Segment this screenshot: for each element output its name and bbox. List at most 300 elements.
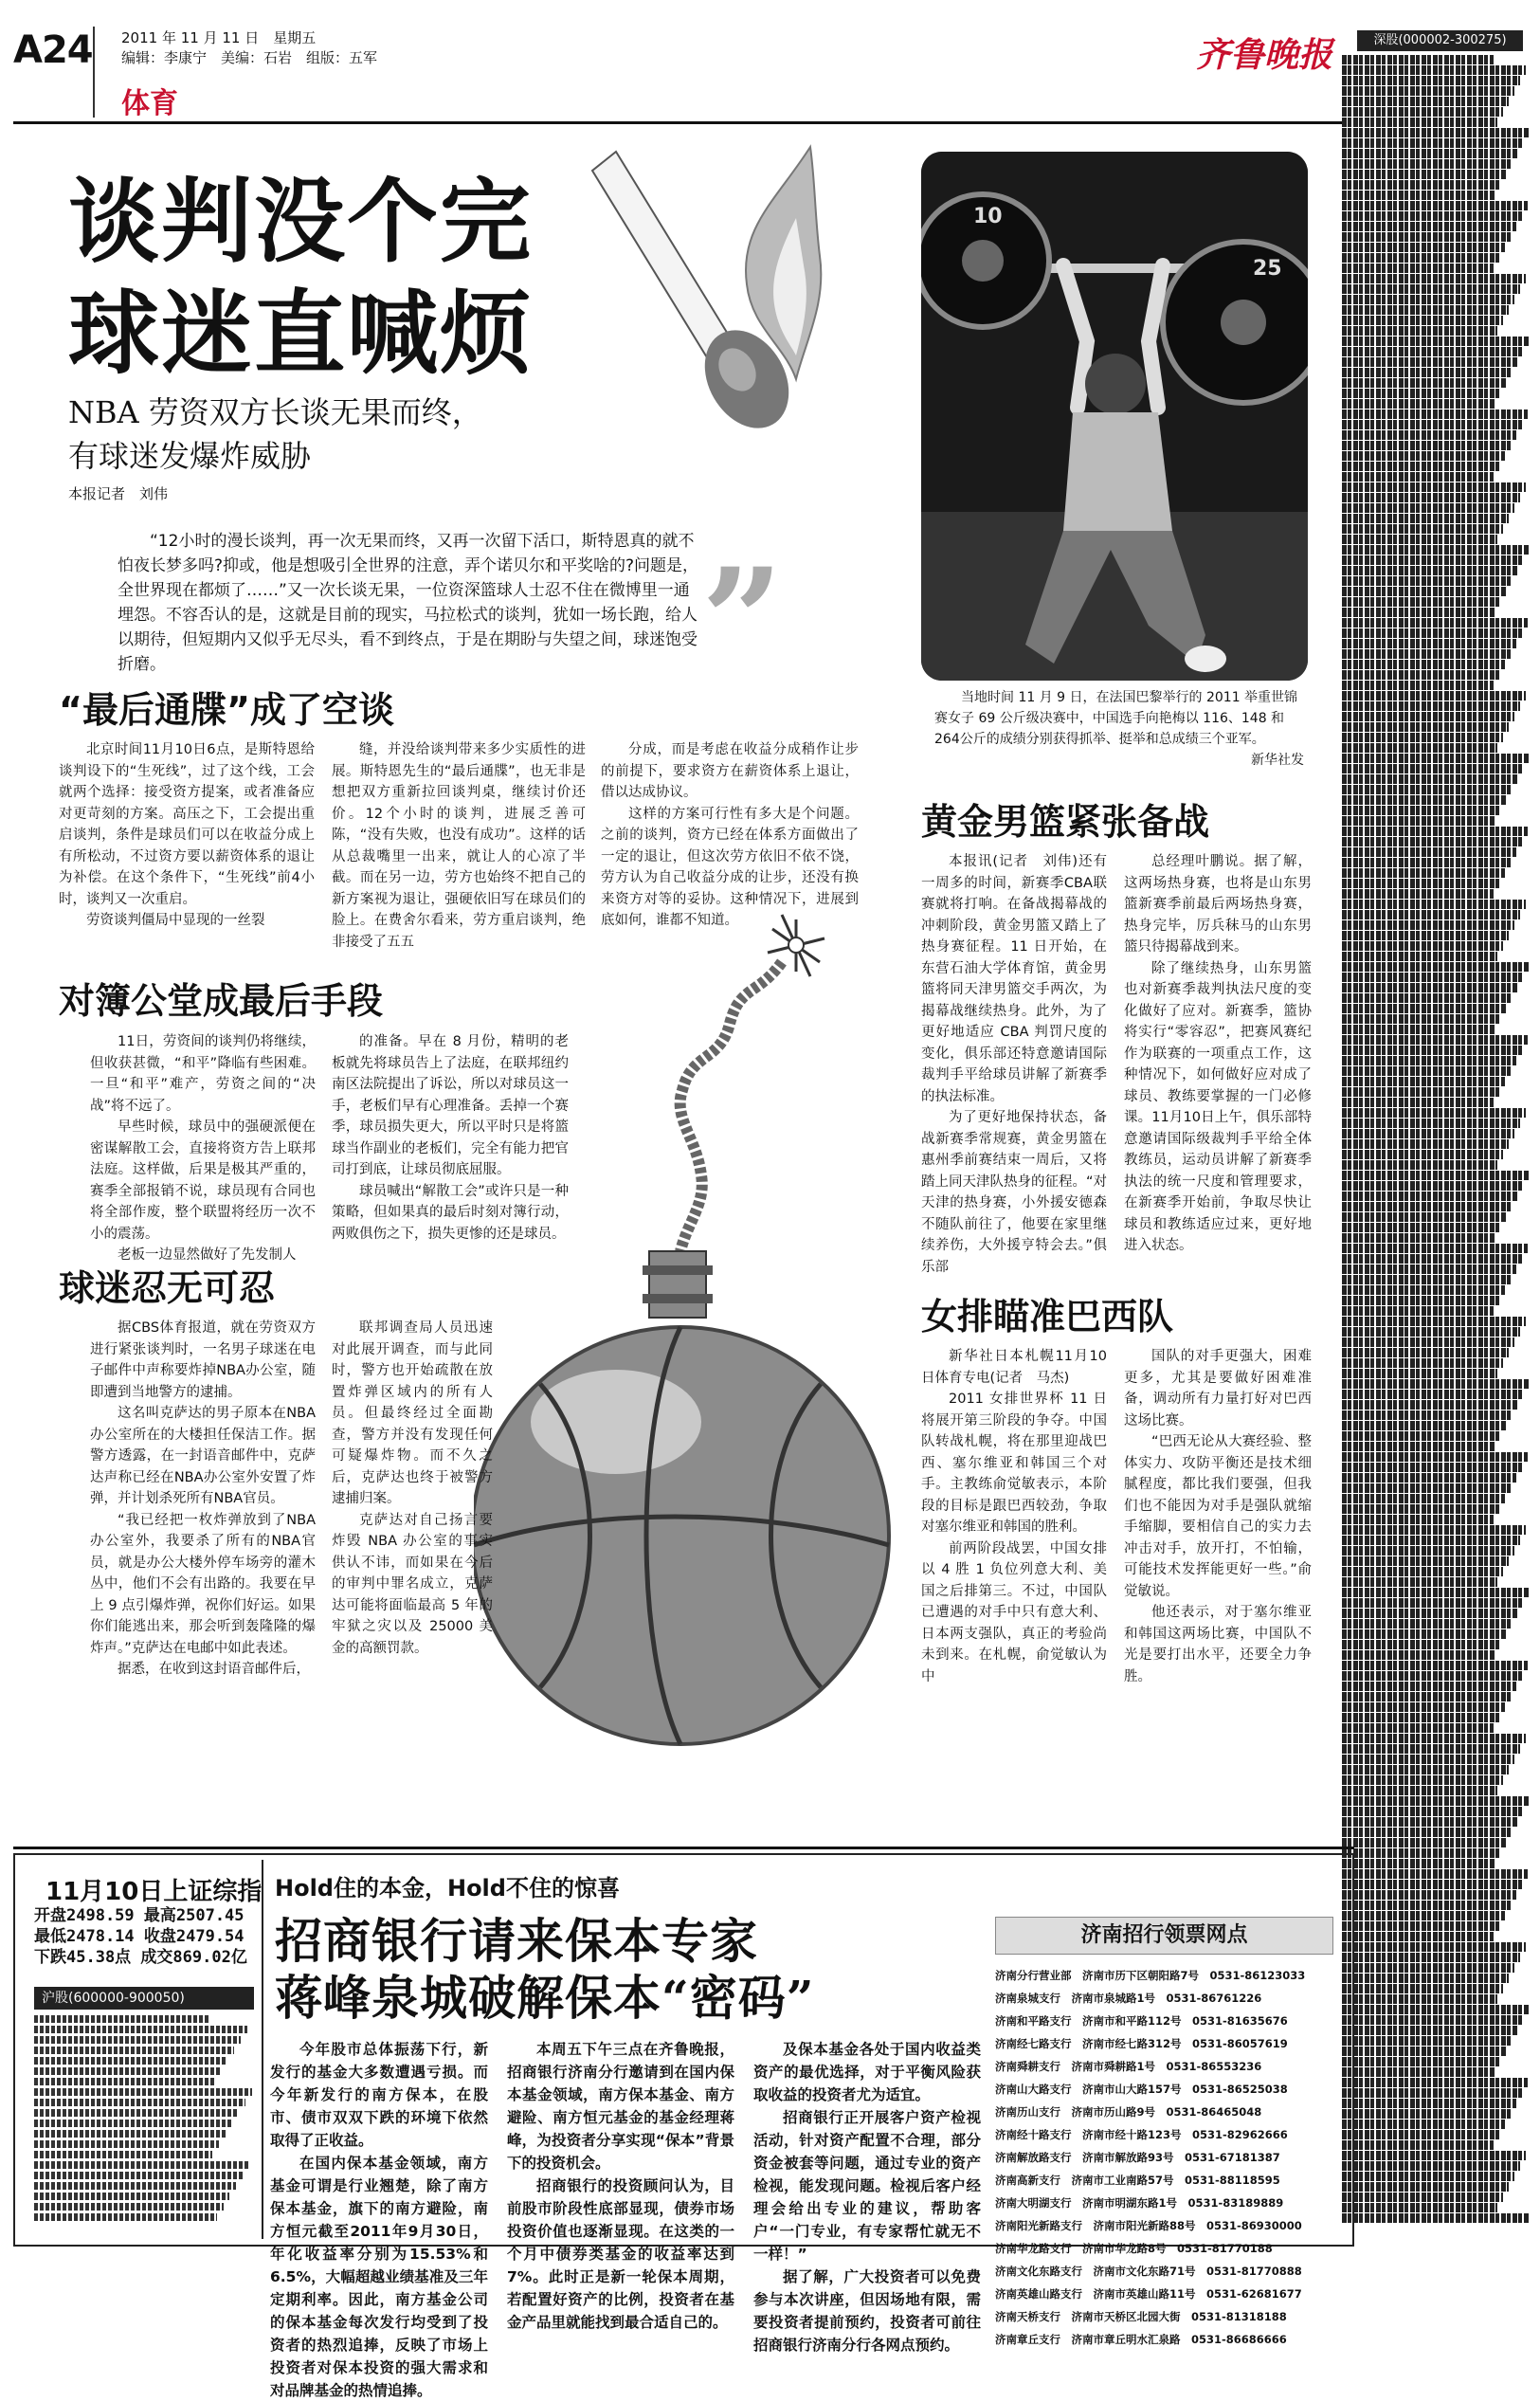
index-line: 开盘2498.59 最高2507.45 bbox=[34, 1906, 245, 1925]
stock-row bbox=[34, 2193, 229, 2200]
stock-row bbox=[1342, 2036, 1513, 2046]
newspaper-logo: 齐鲁晚报 bbox=[1196, 35, 1333, 75]
stock-row bbox=[1342, 1369, 1497, 1378]
stock-row bbox=[34, 2067, 221, 2075]
stock-row bbox=[1342, 1963, 1514, 1973]
stock-row bbox=[1342, 576, 1513, 586]
stock-row bbox=[1342, 1077, 1505, 1086]
stock-row bbox=[1342, 86, 1514, 96]
lead-paragraph: “12小时的漫长谈判，再一次无果而终，又再一次留下活口，斯特恩真的就不怕夜长梦多吗?抑或，他是想吸引全世界的注意，弄个诺贝尔和平奖啥的?问题是，全世界现在都烦了……”又一次长谈无果，一位资深篮球人士忍不住在微博里一通埋怨。不容否认的是，这就是目前的现实，马拉松式的谈判，犹如一场长跑，给人以期待，但短期内又似乎无尽头，看不到终点，于是在期盼与失望之间，球迷饱受折磨。 bbox=[118, 532, 699, 674]
stock-row bbox=[1342, 1139, 1509, 1149]
stock-row bbox=[1342, 1901, 1511, 1910]
stock-row bbox=[1342, 1379, 1530, 1389]
stock-row bbox=[1342, 2109, 1511, 2119]
main-subtitle bbox=[68, 391, 482, 478]
stock-row bbox=[34, 2172, 243, 2179]
paragraph: 在国内保本基金领域，南方基金可谓是行业翘楚，除了南方保本基金，旗下的南方避险，南方恒元截至2011年9月30日，年化收益率分别为15.53%和6.5%，大幅超越业绩基准及三年定期利率。因此，南方基金公司的保本基金每次发行均受到了投资者的热烈追捧，反映了市场上投资者对保本投资的强大需求和对品牌基金的热情追捧。 bbox=[270, 2155, 488, 2399]
stock-row bbox=[1342, 1869, 1528, 1879]
paragraph: 缝，并没给谈判带来多少实质性的进展。斯特恩先生的“最后通牒”，也无非是想把双方重新拉回谈判桌，继续讨价还价。12个小时的谈判，进展乏善可陈，“没有失败，也没有成功”。这样的话从总裁嘴里一出来，就让人的心凉了半截。而在另一边，劳方也始终不把自己的新方案视为退让，强硬依旧写在球员们的脸上。在费舍尔看来，劳方重启谈判，绝非接受了五五 bbox=[332, 742, 586, 950]
stock-row bbox=[1342, 847, 1516, 857]
headline-women-volleyball: 女排瞄准巴西队 bbox=[921, 1296, 1174, 1337]
paragraph: 除了继续热身，山东男篮也对新赛季裁判执法尺度的变化做好了应对。新赛季，篮协将实行“零容忍”，把赛风赛纪作为联赛的一项重点工作，这种情况下，如何做好应对成了球员、教练要掌握的一门必修课。11月10日上午，俱乐部特意邀请国际级裁判手平给全体教练员，运动员讲解了新赛季执法的统一尺度和管理要求，在新赛季开始前，争取尽快让球员和教练适应过来，更好地进入状态。 bbox=[1124, 960, 1312, 1253]
paragraph: 招商银行正开展客户资产检视活动，针对资产配置不合理，部分资金被套等问题，通过专业的资产检视，能发现问题。检视后客户经理会给出专业的建议，帮助客户“一门专业，有专家帮忙就无不一样！” bbox=[753, 2109, 981, 2263]
stock-row bbox=[34, 2047, 234, 2054]
stock-row bbox=[1342, 1192, 1518, 1201]
stock-row bbox=[1342, 128, 1530, 137]
stock-row bbox=[1342, 1463, 1522, 1472]
paragraph: 新华社日本札幌11月10日体育专电(记者 马杰) bbox=[921, 1349, 1107, 1386]
stock-row bbox=[1342, 2193, 1503, 2202]
index-divider bbox=[262, 1860, 263, 2239]
paragraph: 据CBS体育报道，就在劳资双方进行紧张谈判时，一名男子球迷在电子邮件中声称要炸掉NBA办公室，随即遭到当地警方的逮捕。 bbox=[90, 1320, 316, 1400]
stock-row bbox=[1342, 1848, 1501, 1858]
outlet-row: 济南高新支行 济南市工业南路57号 0531-88118595 bbox=[995, 2174, 1280, 2187]
stock-row bbox=[1342, 1046, 1522, 1055]
paragraph: 前两阶段战罢，中国女排以 4 胜 1 负位列意大利、美国之后排第三。不过，中国队已遭遇的对手中只有意大利、日本两支强队，真正的考验尚未到来。在札幌，俞觉敏认为中 bbox=[921, 1540, 1107, 1684]
stock-row bbox=[1342, 1202, 1513, 1211]
ad-headline-line-2: 蒋峰泉城破解保本“密码” bbox=[275, 1970, 815, 2026]
byline: 本报记者 刘伟 bbox=[68, 485, 169, 502]
stock-row bbox=[1342, 1567, 1503, 1576]
stock-row bbox=[1342, 900, 1526, 909]
paragraph: 早些时候，球员中的强硬派便在密谋解散工会，直接将资方告上联邦法庭。这样做，后果是极其严重的，赛季全部报销不说，球员现有合同也将全部作废，整个联盟将经历一次不小的震荡。 bbox=[90, 1119, 316, 1242]
outlet-row: 济南分行营业部 济南市历下区朝阳路7号 0531-86123033 bbox=[995, 1969, 1306, 1982]
ad-column-1 bbox=[270, 2038, 488, 2402]
stock-row bbox=[1342, 1119, 1520, 1128]
stock-row bbox=[1342, 149, 1518, 158]
stock-row bbox=[1342, 1650, 1495, 1660]
sh-stock-list bbox=[34, 2015, 254, 2224]
stock-row bbox=[1342, 2067, 1495, 2077]
weightlifter-image bbox=[921, 152, 1308, 681]
header-info bbox=[121, 28, 377, 68]
plate-number-right: 25 bbox=[1253, 257, 1282, 281]
stock-row bbox=[1342, 2015, 1524, 2025]
headline-men-basketball: 黄金男篮紧张备战 bbox=[921, 801, 1210, 843]
paragraph: 今年股市总体振荡下行，新发行的基金大多数遭遇亏损。而今年新发行的南方保本，在股市、债市双双下跌的环境下依然取得了正收益。 bbox=[270, 2041, 488, 2149]
paragraph: 这名叫克萨达的男子原本在NBA办公室所在的大楼担任保洁工作。据警方透露，在一封语音邮件中，克萨达声称已经在NBA办公室外安置了炸弹，并计划杀死所有NBA官员。 bbox=[90, 1406, 316, 1506]
stock-row bbox=[1342, 1953, 1520, 1962]
outlet-row: 济南经七路支行 济南市经七路312号 0531-86057619 bbox=[995, 2037, 1288, 2050]
stock-row bbox=[1342, 1483, 1511, 1493]
paragraph: 老板一边显然做好了先发制人 bbox=[118, 1247, 297, 1263]
stock-row bbox=[1342, 743, 1497, 753]
ad-headline bbox=[275, 1913, 815, 2027]
outlet-row: 济南舜耕支行 济南市舜耕路1号 0531-86553236 bbox=[995, 2060, 1262, 2073]
stock-row bbox=[1342, 2120, 1505, 2129]
page-number: A24 bbox=[13, 28, 93, 72]
ad-tagline: Hold住的本金，Hold不住的惊喜 bbox=[275, 1875, 620, 1902]
stock-list bbox=[1342, 55, 1531, 2224]
stock-row bbox=[1342, 1744, 1520, 1754]
stock-row bbox=[1342, 722, 1509, 732]
stock-row bbox=[1342, 1410, 1513, 1420]
paragraph: 劳资谈判僵局中显现的一丝裂 bbox=[86, 913, 265, 928]
stock-row bbox=[1342, 138, 1524, 148]
section-heading-fans: 球迷忍无可忍 bbox=[59, 1267, 276, 1309]
stock-row bbox=[1342, 1734, 1526, 1743]
stock-row bbox=[34, 2015, 210, 2023]
stock-row bbox=[1342, 962, 1530, 972]
stock-row bbox=[1342, 1098, 1494, 1107]
outlet-row: 济南经十路支行 济南市经十路123号 0531-82962666 bbox=[995, 2128, 1288, 2141]
stock-row bbox=[1342, 587, 1507, 596]
stock-row bbox=[1342, 868, 1505, 878]
subtitle-line-2: 有球迷发爆炸威胁 bbox=[68, 438, 312, 474]
stock-row bbox=[1342, 1035, 1528, 1045]
stock-row bbox=[1342, 983, 1518, 992]
stock-row bbox=[1342, 566, 1518, 575]
s2-column-1 bbox=[90, 1031, 316, 1266]
stock-row bbox=[1342, 1233, 1495, 1243]
stock-row bbox=[1342, 1431, 1501, 1441]
stock-row bbox=[1342, 1609, 1518, 1618]
photo-credit: 新华社发 bbox=[1251, 753, 1304, 768]
stock-row bbox=[1342, 1254, 1522, 1264]
stock-row bbox=[1342, 1932, 1494, 1941]
section-name: 体育 bbox=[121, 87, 178, 120]
stock-row bbox=[1342, 931, 1509, 940]
paragraph: “巴西无论从大赛经验、整体实力、攻防平衡还是技术细腻程度，都比我们要强，但我们也不能因为对手是强队就缩手缩脚，要相信自己的实力去冲击对手，放开打，不怕输，可能技术发挥能更好一些。”俞觉敏说。 bbox=[1124, 1434, 1312, 1599]
outlets-heading: 济南招行领票网点 bbox=[995, 1917, 1333, 1955]
outlet-row: 济南文化东路支行 济南市文化东路71号 0531-81770888 bbox=[995, 2265, 1302, 2278]
stock-row bbox=[1342, 399, 1495, 409]
paragraph: 据悉，在收到这封语音邮件后， bbox=[118, 1662, 310, 1677]
paragraph: 分成，而是考虑在收益分成稍作让步的前提下，要求资方在薪资体系上退让，借以达成协议。 bbox=[601, 742, 859, 800]
header-divider bbox=[93, 27, 95, 118]
outlet-row: 济南和平路支行 济南市和平路112号 0531-81635676 bbox=[995, 2014, 1288, 2028]
plate-number-left: 10 bbox=[973, 205, 1003, 228]
stock-row bbox=[1342, 1682, 1516, 1691]
stock-row bbox=[34, 2078, 214, 2085]
paragraph: 的准备。早在 8 月份，精明的老板就先将球员告上了法庭，在联邦纽约南区法院提出了诉讼，所以对球员这一手，老板们早有心理准备。丢掉一个赛季，球员损失更大，所以平时只是将篮球当作副业的老板们，完全有能力把官司打到底，让球员彻底屈服。 bbox=[332, 1034, 569, 1177]
paragraph: 这样的方案可行性有多大是个问题。之前的谈判，资方已经在体系方面做出了一定的退让，但这次劳方依旧不依不饶，劳方认为自己收益分成的让步，还没有换来资方对等的妥协。这种情况下，进展到底如何，谁都不知道。 bbox=[601, 806, 859, 928]
issue-date: 2011 年 11 月 11 日 星期五 bbox=[121, 29, 317, 46]
stock-row bbox=[1342, 274, 1526, 283]
stock-row bbox=[1342, 941, 1503, 951]
stock-row bbox=[1342, 1713, 1499, 1722]
stock-row bbox=[1342, 65, 1526, 75]
stock-row bbox=[1342, 1275, 1511, 1284]
stock-row bbox=[1342, 514, 1509, 523]
basketball-bomb-illustration bbox=[474, 891, 910, 1801]
stock-row bbox=[1342, 628, 1522, 638]
stock-row bbox=[1342, 973, 1524, 982]
stock-row bbox=[1342, 1817, 1518, 1827]
stock-row bbox=[1342, 1588, 1530, 1597]
stock-row bbox=[1342, 409, 1528, 419]
outlet-row: 济南章丘支行 济南市章丘明水汇泉路 0531-86686666 bbox=[995, 2333, 1287, 2346]
ad-headline-line-1: 招商银行请来保本专家 bbox=[275, 1913, 758, 1969]
paragraph: 招商银行的投资顾问认为，目前股市阶段性底部显现，债券市场投资价值也逐渐显现。在这类的一个月中债券类基金的收益率达到7%。此时正是新一轮保本周期，若配置好资产的比例，投资者在基金产品里就能找到最合适自己的。 bbox=[507, 2177, 734, 2331]
stock-row bbox=[1342, 524, 1503, 534]
stock-row bbox=[1342, 993, 1513, 1003]
stock-row bbox=[1342, 1108, 1526, 1118]
stock-row bbox=[1342, 201, 1528, 210]
stock-row bbox=[1342, 1890, 1516, 1900]
editor-credits: 编辑：李康宁 美编：石岩 组版：五军 bbox=[121, 49, 378, 66]
stock-row bbox=[1342, 1056, 1516, 1065]
stock-row bbox=[1342, 1348, 1509, 1357]
stock-row bbox=[1342, 618, 1528, 628]
section-heading-court: 对簿公堂成最后手段 bbox=[59, 980, 384, 1022]
stock-row bbox=[1342, 222, 1516, 231]
paragraph: 国队的对手更强大，困难更多，尤其是要做好困难准备，调动所有力量打好对巴西这场比赛。 bbox=[1124, 1349, 1312, 1428]
stock-row bbox=[1342, 118, 1497, 127]
sh-stock-heading: 沪股(600000-900050) bbox=[34, 1987, 254, 2010]
ad-separator bbox=[13, 1847, 1354, 1849]
photo-caption bbox=[934, 687, 1304, 771]
stock-row bbox=[1342, 430, 1516, 440]
stock-row bbox=[1342, 1171, 1530, 1180]
stock-row bbox=[34, 2213, 217, 2221]
stock-row bbox=[1342, 1317, 1526, 1326]
stock-row bbox=[1342, 337, 1530, 346]
stock-row bbox=[1342, 555, 1524, 565]
stock-row bbox=[1342, 2151, 1526, 2160]
stock-row bbox=[1342, 785, 1513, 794]
stock-row bbox=[1342, 879, 1499, 888]
story3-column-2 bbox=[1124, 1346, 1312, 1687]
stock-row bbox=[1342, 503, 1514, 513]
stock-row bbox=[34, 2109, 239, 2117]
stock-row bbox=[1342, 2213, 1530, 2223]
stock-row bbox=[1342, 1442, 1495, 1451]
stock-row bbox=[1342, 795, 1507, 805]
stock-row bbox=[34, 2099, 245, 2106]
stock-row bbox=[1342, 1786, 1497, 1795]
stock-row bbox=[1342, 97, 1509, 106]
stock-row bbox=[1342, 1265, 1516, 1274]
stock-row bbox=[1342, 608, 1495, 617]
stock-row bbox=[1342, 326, 1497, 336]
paragraph: “我已经把一枚炸弹放到了NBA办公室外，我要杀了所有的NBA官员，就是办公大楼外停车场旁的灌木丛中，他们不会有出路的。我要在早上 9 点引爆炸弹，祝你们好运。如果你们能逃出来，那会听到轰隆隆的爆炸声。”克萨达在电邮中如此表述。 bbox=[90, 1512, 316, 1656]
stock-row bbox=[1342, 2088, 1522, 2098]
stock-row bbox=[1342, 806, 1501, 815]
stock-row bbox=[1342, 482, 1526, 492]
stock-row bbox=[1342, 1452, 1528, 1462]
stock-row bbox=[1342, 1692, 1511, 1701]
stock-row bbox=[1342, 2140, 1494, 2150]
stock-row bbox=[1342, 1296, 1499, 1305]
outlet-row: 济南历山支行 济南市历山路9号 0531-86465048 bbox=[995, 2105, 1262, 2119]
burning-match-illustration bbox=[578, 142, 834, 483]
stock-row bbox=[1342, 1525, 1526, 1535]
story2-column-1 bbox=[921, 851, 1107, 1278]
header-rule bbox=[13, 121, 1354, 124]
stock-row bbox=[1342, 1066, 1511, 1076]
ad-column-3 bbox=[753, 2038, 981, 2357]
stock-row bbox=[1342, 76, 1520, 85]
paragraph: 他还表示，对于塞尔维亚和韩国这两场比赛，中国队不光是要打出水平，还要全力争胜。 bbox=[1124, 1605, 1312, 1684]
stock-row bbox=[1342, 1598, 1524, 1608]
paragraph: 2011 女排世界杯 11 日将展开第三阶段的争夺。中国队转战札幌，将在那里迎战巴西、塞尔维亚和韩国三个对手。主教练俞觉敏表示，本阶段的目标是跟巴西较劲，争取对塞尔维亚和韩国的胜利。 bbox=[921, 1392, 1107, 1535]
stock-row bbox=[34, 2120, 232, 2127]
index-line: 下跌45.38点 成交869.02亿 bbox=[34, 1948, 247, 1967]
story3-column-1 bbox=[921, 1346, 1107, 1687]
stock-row bbox=[1342, 535, 1497, 544]
stock-row bbox=[1342, 660, 1505, 669]
stock-row bbox=[1342, 159, 1513, 169]
weightlifter-photo bbox=[921, 152, 1308, 681]
stock-row bbox=[1342, 545, 1530, 555]
stock-row bbox=[1342, 232, 1511, 242]
stock-row bbox=[1342, 733, 1503, 742]
s3-column-1 bbox=[90, 1318, 316, 1681]
outlet-row: 济南阳光新路支行 济南市阳光新路88号 0531-86930000 bbox=[995, 2219, 1302, 2232]
stock-row bbox=[1342, 754, 1530, 763]
index-values bbox=[34, 1905, 252, 1968]
stock-row bbox=[1342, 2057, 1501, 2066]
stock-row bbox=[1342, 764, 1524, 773]
stock-row bbox=[1342, 1337, 1514, 1347]
stock-row bbox=[1342, 2172, 1514, 2181]
stock-row bbox=[1342, 170, 1507, 179]
stock-row bbox=[1342, 1775, 1503, 1785]
paragraph: 11日，劳资间的谈判仍将继续，但收获甚微，“和平”降临有些困难。一旦“和平”难产，劳资之间的“决战”将不远了。 bbox=[90, 1034, 316, 1114]
stock-row bbox=[1342, 1942, 1526, 1952]
ad-column-2 bbox=[507, 2038, 734, 2334]
stock-row bbox=[1342, 920, 1514, 930]
paragraph: 联邦调查局人员迅速对此展开调查，而与此同时，警方也开始疏散在放置炸弹区域内的所有人员。但最终经过全面勘查，警方并没有发现任何可疑爆炸物。而不久之后，克萨达也终于被警方逮捕归案。 bbox=[332, 1320, 493, 1506]
stock-row bbox=[1342, 1515, 1494, 1524]
stock-row bbox=[1342, 305, 1509, 315]
outlet-list bbox=[995, 1964, 1346, 2351]
stock-row bbox=[1342, 1619, 1513, 1629]
stock-row bbox=[1342, 1536, 1520, 1545]
stock-row bbox=[1342, 1181, 1524, 1191]
stock-row bbox=[1342, 827, 1528, 836]
stock-row bbox=[1342, 295, 1514, 304]
stock-row bbox=[34, 2026, 247, 2033]
stock-row bbox=[1342, 1327, 1520, 1337]
stock-row bbox=[1342, 191, 1495, 200]
stock-row bbox=[1342, 910, 1520, 919]
stock-row bbox=[1342, 462, 1499, 471]
outlet-row: 济南解放路支行 济南市解放路93号 0531-67181387 bbox=[995, 2151, 1280, 2164]
s3-column-2 bbox=[332, 1318, 493, 1659]
stock-row bbox=[1342, 1014, 1501, 1024]
subtitle-line-1: NBA 劳资双方长谈无果而终， bbox=[68, 394, 482, 430]
stock-row bbox=[1342, 649, 1511, 659]
stock-row bbox=[1342, 597, 1501, 607]
stock-row bbox=[1342, 1244, 1528, 1253]
stock-row bbox=[1342, 639, 1516, 648]
stock-row bbox=[1342, 889, 1494, 899]
stock-row bbox=[34, 2140, 219, 2148]
outlet-row: 济南华龙路支行 济南市华龙路8号 0531-81770188 bbox=[995, 2242, 1273, 2255]
stock-row bbox=[1342, 858, 1511, 867]
stock-row bbox=[1342, 264, 1494, 273]
stock-row bbox=[1342, 2203, 1497, 2212]
stock-row bbox=[1342, 211, 1522, 221]
headline-line-2: 球迷直喊烦 bbox=[68, 281, 533, 387]
stock-row bbox=[1342, 1546, 1514, 1556]
stock-row bbox=[1342, 1807, 1524, 1816]
outlet-row: 济南山大路支行 济南市山大路157号 0531-86525038 bbox=[995, 2083, 1288, 2096]
stock-row bbox=[1342, 378, 1507, 388]
stock-row bbox=[34, 2151, 212, 2158]
stock-row bbox=[1342, 1796, 1530, 1806]
stock-row bbox=[1342, 1577, 1497, 1587]
index-line: 最低2478.14 收盘2479.54 bbox=[34, 1927, 245, 1946]
stock-row bbox=[1342, 1974, 1509, 1983]
stock-row bbox=[1342, 2078, 1528, 2087]
stock-row bbox=[34, 2057, 227, 2065]
stock-row bbox=[34, 2182, 236, 2190]
stock-row bbox=[1342, 1150, 1503, 1159]
stock-row bbox=[1342, 1285, 1505, 1295]
stock-row bbox=[1342, 180, 1501, 190]
stock-row bbox=[1342, 681, 1494, 690]
outlet-row: 济南英雄山路支行 济南市英雄山路11号 0531-62681677 bbox=[995, 2287, 1302, 2301]
stock-row bbox=[1342, 691, 1526, 701]
stock-row bbox=[1342, 1880, 1522, 1889]
stock-row bbox=[1342, 1838, 1507, 1847]
paragraph: 据了解，广大投资者可以免费参与本次讲座，但因场地有限，需要投资者提前预约，投资者可前往招商银行济南分行各网点预约。 bbox=[753, 2268, 981, 2354]
stock-row bbox=[1342, 347, 1524, 356]
stock-row bbox=[1342, 1702, 1505, 1712]
stock-row bbox=[1342, 1160, 1497, 1170]
stock-row bbox=[1342, 1494, 1505, 1503]
stock-row bbox=[1342, 1640, 1501, 1649]
stock-row bbox=[1342, 1911, 1505, 1920]
stock-row bbox=[1342, 837, 1522, 846]
stock-row bbox=[34, 2036, 241, 2044]
stock-row bbox=[1342, 2099, 1516, 2108]
stock-row bbox=[1342, 1994, 1497, 2004]
stock-row bbox=[1342, 774, 1518, 784]
stock-row bbox=[1342, 1400, 1518, 1410]
stock-row bbox=[1342, 1661, 1528, 1670]
stock-row bbox=[1342, 1390, 1524, 1399]
stock-row bbox=[1342, 1671, 1522, 1681]
stock-row bbox=[1342, 1025, 1495, 1034]
stock-row bbox=[1342, 2047, 1507, 2056]
stock-row bbox=[1342, 55, 1494, 64]
stock-row bbox=[1342, 1306, 1494, 1316]
stock-row bbox=[1342, 1723, 1494, 1733]
stock-row bbox=[1342, 670, 1499, 680]
section-heading-ultimatum: “最后通牒”成了空谈 bbox=[59, 689, 394, 731]
paragraph: 总经理叶鹏说。据了解，这两场热身赛，也将是山东男篮新赛季前最后两场热身赛，热身完毕，厉兵秣马的山东男篮只待揭幕战到来。 bbox=[1124, 854, 1312, 955]
stock-row bbox=[1342, 1556, 1509, 1566]
stock-row bbox=[1342, 1223, 1501, 1232]
outlet-row: 济南大明湖支行 济南市明湖东路1号 0531-83189889 bbox=[995, 2196, 1284, 2210]
stock-row bbox=[1342, 316, 1503, 325]
stock-row bbox=[1342, 107, 1503, 117]
s1-column-1 bbox=[59, 739, 315, 932]
headline-line-1: 谈判没个完 bbox=[68, 169, 533, 275]
stock-row bbox=[1342, 1358, 1503, 1368]
stock-row bbox=[1342, 2026, 1518, 2035]
stock-row bbox=[1342, 472, 1494, 482]
stock-row bbox=[1342, 952, 1497, 961]
stock-row bbox=[1342, 2161, 1520, 2171]
paragraph: 北京时间11月10日6点，是斯特恩给谈判设下的“生死线”，过了这个线，工会就两个选择：接受资方提案，或者准备应对更苛刻的方案。高压之下，工会提出重启谈判，条件是球员们可以在收益分成上有所松动，不过资方要以薪资体系的退让为补偿。在这个条件下，“生死线”前4小时，谈判又一次重启。 bbox=[59, 742, 315, 907]
stock-row bbox=[1342, 1129, 1514, 1138]
stock-row bbox=[1342, 1859, 1495, 1868]
stock-row bbox=[1342, 1755, 1514, 1764]
stock-row bbox=[34, 2203, 224, 2211]
outlet-row: 济南天桥支行 济南市天桥区北园大街 0531-81318188 bbox=[995, 2310, 1287, 2323]
stock-row bbox=[1342, 357, 1518, 367]
stock-row bbox=[1342, 2005, 1530, 2014]
stock-row bbox=[1342, 1473, 1516, 1483]
stock-row bbox=[1342, 284, 1520, 294]
stock-row bbox=[1342, 2130, 1499, 2139]
stock-row bbox=[1342, 1629, 1507, 1639]
